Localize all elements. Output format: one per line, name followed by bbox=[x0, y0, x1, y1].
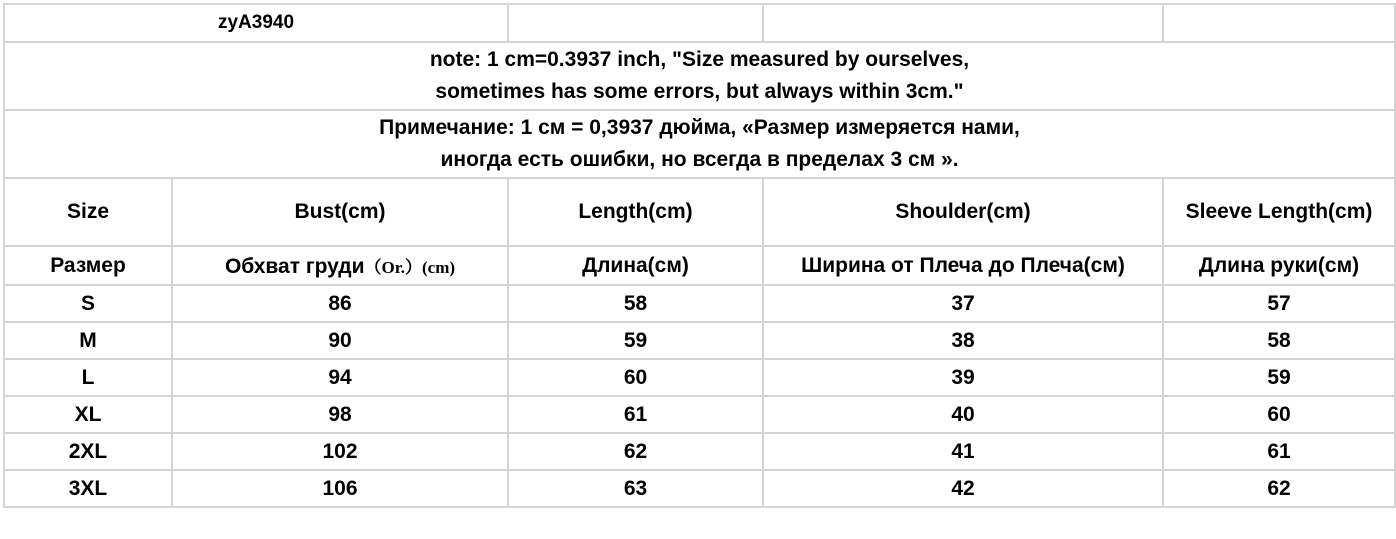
header-size: Size bbox=[4, 178, 172, 246]
empty-cell bbox=[763, 4, 1163, 42]
note-ru bbox=[4, 110, 1395, 178]
table-row bbox=[4, 285, 1395, 322]
length-cell: 58 bbox=[508, 285, 763, 322]
empty-cell bbox=[1163, 4, 1395, 42]
shoulder-cell: 38 bbox=[763, 322, 1163, 359]
note-en-line-2: sometimes has some errors, but always within 3cm." bbox=[435, 80, 964, 103]
empty-cell bbox=[508, 4, 763, 42]
shoulder-cell: 37 bbox=[763, 285, 1163, 322]
table-row bbox=[4, 359, 1395, 396]
note-en-row bbox=[4, 42, 1395, 110]
size-cell: 3XL bbox=[4, 470, 172, 507]
table-row bbox=[4, 322, 1395, 359]
sleeve-cell: 60 bbox=[1163, 396, 1395, 433]
note-en bbox=[4, 42, 1395, 110]
size-cell: L bbox=[4, 359, 172, 396]
shoulder-cell: 39 bbox=[763, 359, 1163, 396]
length-cell: 60 bbox=[508, 359, 763, 396]
length-cell: 62 bbox=[508, 433, 763, 470]
length-cell: 61 bbox=[508, 396, 763, 433]
size-cell: S bbox=[4, 285, 172, 322]
product-code-row bbox=[4, 4, 1395, 42]
product-code: zyA3940 bbox=[4, 4, 508, 42]
sleeve-cell: 58 bbox=[1163, 322, 1395, 359]
size-cell: XL bbox=[4, 396, 172, 433]
header-sleeve-length: Sleeve Length(cm) bbox=[1163, 178, 1395, 246]
note-ru-line-2: иногда есть ошибки, но всегда в пределах 3 см ». bbox=[440, 148, 959, 171]
size-chart-table bbox=[3, 3, 1396, 508]
sleeve-cell: 57 bbox=[1163, 285, 1395, 322]
shoulder-cell: 42 bbox=[763, 470, 1163, 507]
bust-cell: 94 bbox=[172, 359, 508, 396]
shoulder-cell: 40 bbox=[763, 396, 1163, 433]
header-ru-length: Длина(см) bbox=[508, 246, 763, 285]
header-en-row bbox=[4, 178, 1395, 246]
header-ru-bust bbox=[172, 246, 508, 285]
bust-cell: 98 bbox=[172, 396, 508, 433]
table-row bbox=[4, 433, 1395, 470]
bust-cell: 106 bbox=[172, 470, 508, 507]
shoulder-cell: 41 bbox=[763, 433, 1163, 470]
sleeve-cell: 62 bbox=[1163, 470, 1395, 507]
bust-cell: 86 bbox=[172, 285, 508, 322]
header-bust: Bust(cm) bbox=[172, 178, 508, 246]
header-length: Length(cm) bbox=[508, 178, 763, 246]
size-cell: 2XL bbox=[4, 433, 172, 470]
sleeve-cell: 61 bbox=[1163, 433, 1395, 470]
header-ru-size: Размер bbox=[4, 246, 172, 285]
note-en-line-1: note: 1 cm=0.3937 inch, "Size measured by ourselves, bbox=[429, 48, 970, 71]
header-ru-sleeve: Длина руки(см) bbox=[1163, 246, 1395, 285]
table-row bbox=[4, 470, 1395, 507]
bust-cell: 102 bbox=[172, 433, 508, 470]
header-ru-shoulder: Ширина от Плеча до Плеча(см) bbox=[763, 246, 1163, 285]
note-ru-line-1: Примечание: 1 см = 0,3937 дюйма, «Размер измеряется нами, bbox=[379, 116, 1020, 139]
header-ru-bust-suffix: （Or.）(cm) bbox=[364, 257, 456, 277]
table-row bbox=[4, 396, 1395, 433]
length-cell: 59 bbox=[508, 322, 763, 359]
size-cell: M bbox=[4, 322, 172, 359]
header-ru-bust-label: Обхват груди bbox=[224, 254, 365, 278]
header-shoulder: Shoulder(cm) bbox=[763, 178, 1163, 246]
sleeve-cell: 59 bbox=[1163, 359, 1395, 396]
note-ru-row bbox=[4, 110, 1395, 178]
header-ru-row bbox=[4, 246, 1395, 285]
length-cell: 63 bbox=[508, 470, 763, 507]
bust-cell: 90 bbox=[172, 322, 508, 359]
